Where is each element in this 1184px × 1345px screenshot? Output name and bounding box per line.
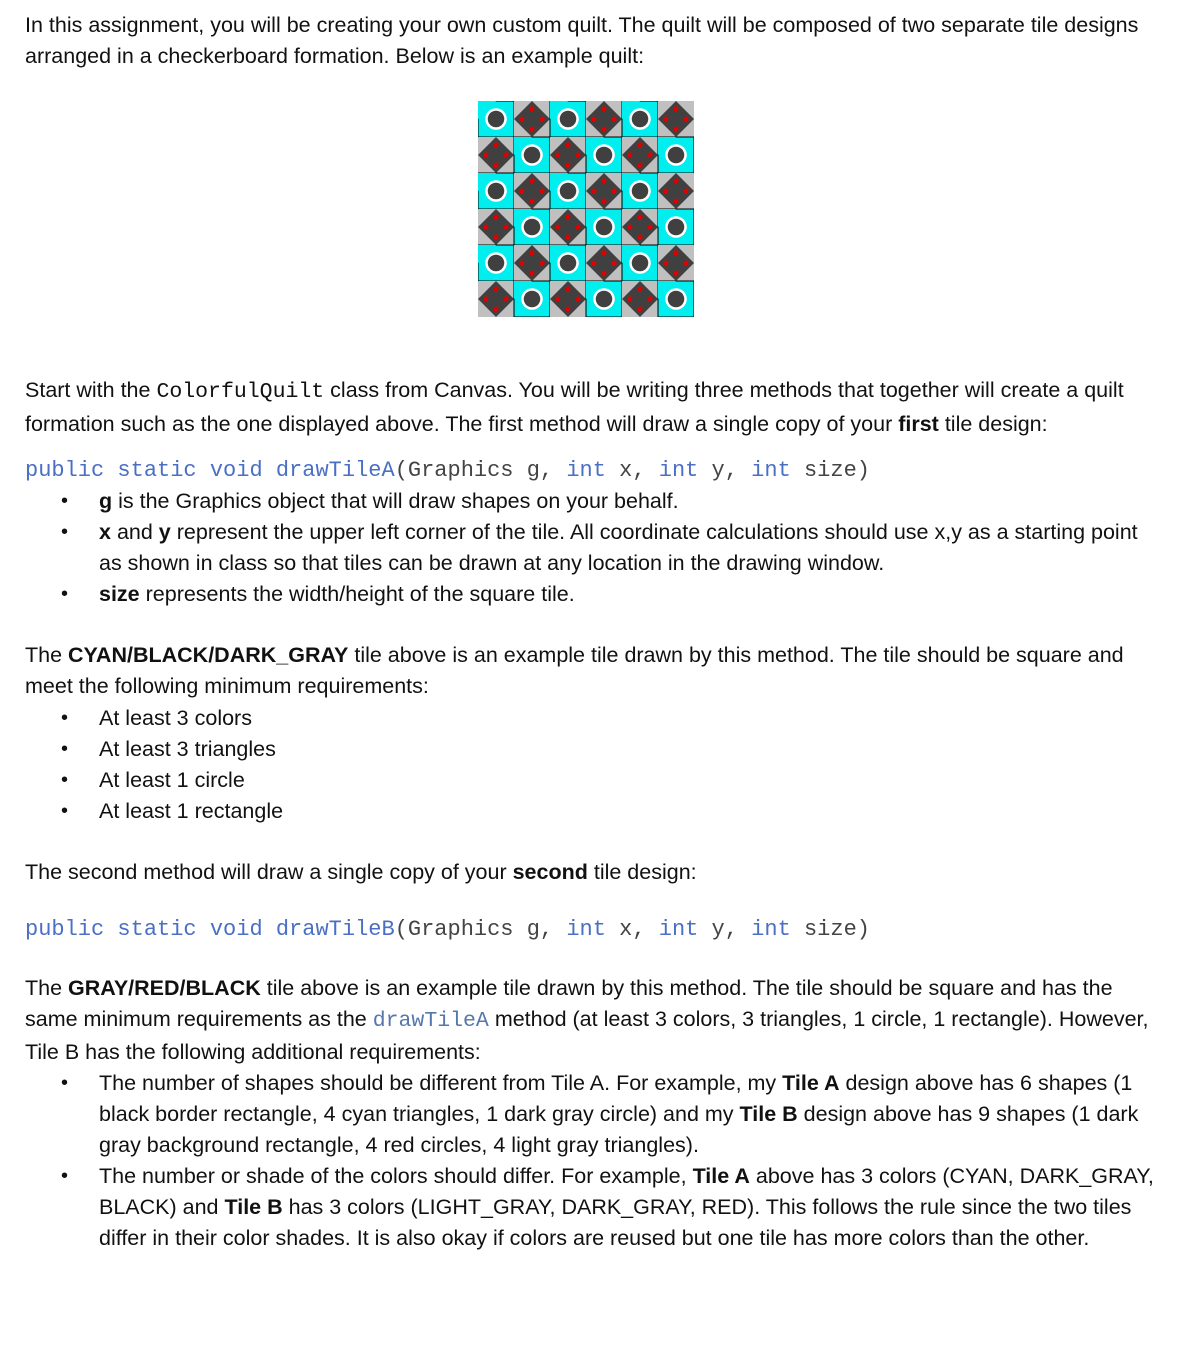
tile-b-red-circle	[576, 224, 581, 229]
tile-b-red-circle	[493, 307, 498, 312]
tile-b-red-circle	[493, 235, 498, 240]
tile-b-red-circle	[673, 199, 678, 204]
start-paragraph: Start with the ColorfulQuilt class from Canvas. You will be writing three methods that together will create a quilt formation such as the one displayed above. The first method will draw a single copy of your first tile design:	[25, 378, 1124, 436]
requirement-item: • At least 3 colors	[99, 703, 1155, 734]
extra-requirement-colors: • The number or shade of the colors should differ. For example, Tile A above has 3 colors (CYAN, DARK_GRAY, BLACK) and Tile B has 3 colors (LIGHT_GRAY, DARK_GRAY, RED). This follows the rule since the two tiles differ in their color shades. It is also okay if colors are reused but one tile has more colors than the other.	[99, 1161, 1155, 1254]
tile-b-red-circle	[663, 116, 668, 121]
extra-requirements-list	[25, 1068, 1155, 1254]
tile-a-circle	[668, 291, 685, 308]
tile-a-circle	[524, 147, 541, 164]
requirements-list	[25, 703, 1155, 827]
tile-b-red-circle	[529, 199, 534, 204]
tile-b-red-circle	[493, 142, 498, 147]
tile-b-red-circle	[601, 178, 606, 183]
tile-b-red-circle	[648, 152, 653, 157]
tile-b-red-circle	[591, 116, 596, 121]
tile-b-red-circle	[493, 214, 498, 219]
tile-b-red-circle	[504, 152, 509, 157]
tile-b-red-circle	[493, 163, 498, 168]
tile-b-red-circle	[648, 296, 653, 301]
tile-b-red-circle	[565, 235, 570, 240]
signature-draw-tile-b: public static void drawTileB(Graphics g, int x, int y, int size)	[25, 917, 870, 942]
tile-b-red-circle	[540, 188, 545, 193]
tile-a-circle	[524, 219, 541, 236]
tile-b-red-circle	[504, 224, 509, 229]
tile-b-red-circle	[555, 296, 560, 301]
tile-b-red-circle	[504, 296, 509, 301]
tile-b-red-circle	[591, 260, 596, 265]
tile-b-red-circle	[483, 152, 488, 157]
tile-a-circle	[488, 183, 505, 200]
tile-b-red-circle	[519, 116, 524, 121]
tile-a-circle	[668, 147, 685, 164]
tile-b-red-circle	[591, 188, 596, 193]
tile-b-red-circle	[673, 106, 678, 111]
tile-b-red-circle	[673, 127, 678, 132]
tile-b-red-circle	[637, 163, 642, 168]
param-size: • size represents the width/height of the square tile.	[99, 579, 1155, 610]
tile-b-red-circle	[529, 178, 534, 183]
tile-a-circle	[488, 111, 505, 128]
tile-b-red-circle	[555, 152, 560, 157]
tile-b-red-circle	[519, 260, 524, 265]
tile-b-red-circle	[565, 286, 570, 291]
tile-b-red-circle	[555, 224, 560, 229]
tile-b-red-circle	[565, 307, 570, 312]
tile-b-red-circle	[576, 296, 581, 301]
tile-b-red-circle	[565, 214, 570, 219]
tile-b-red-circle	[601, 250, 606, 255]
tile-b-red-circle	[684, 188, 689, 193]
tile-a-circle	[632, 111, 649, 128]
tile-b-red-circle	[601, 106, 606, 111]
tile-a-circle	[632, 183, 649, 200]
tile-a-circle	[596, 291, 613, 308]
tile-b-red-circle	[637, 142, 642, 147]
tile-a-circle	[524, 291, 541, 308]
second-method-paragraph: The second method will draw a single copy of your second tile design:	[25, 860, 697, 884]
tile-a-circle	[596, 147, 613, 164]
tile-b-red-circle	[529, 250, 534, 255]
tile-a-circle	[560, 255, 577, 272]
tile-b-red-circle	[601, 127, 606, 132]
tile-b-red-circle	[612, 260, 617, 265]
tile-b-red-circle	[637, 214, 642, 219]
class-name: ColorfulQuilt	[156, 380, 325, 404]
tile-b-red-circle	[540, 116, 545, 121]
inline-code-draw-tile-a: drawTileA	[372, 1009, 489, 1033]
requirement-item: • At least 3 triangles	[99, 734, 1155, 765]
example-quilt	[478, 101, 694, 317]
tile-b-red-circle	[483, 224, 488, 229]
intro-paragraph: In this assignment, you will be creating your own custom quilt. The quilt will be composed of two separate tile designs arranged in a checkerboard formation. Below is an example quilt:	[25, 13, 1139, 68]
tile-b-red-circle	[684, 116, 689, 121]
param-g: • g is the Graphics object that will draw shapes on your behalf.	[99, 486, 1155, 517]
tile-b-red-circle	[637, 235, 642, 240]
requirement-item: • At least 1 rectangle	[99, 796, 1155, 827]
tile-b-red-circle	[627, 296, 632, 301]
tile-b-red-circle	[540, 260, 545, 265]
signature-draw-tile-a: public static void drawTileA(Graphics g, int x, int y, int size)	[25, 458, 870, 483]
tile-b-red-circle	[483, 296, 488, 301]
tile-b-red-circle	[627, 224, 632, 229]
tile-b-description: The GRAY/RED/BLACK tile above is an example tile drawn by this method. The tile should be square and has the same minimum requirements as the drawTileA method (at least 3 colors, 3 triangles, 1 circle, 1 rectangle). However, Tile B has the following additional requirements:	[25, 976, 1149, 1064]
tile-b-red-circle	[601, 271, 606, 276]
tile-a-circle	[632, 255, 649, 272]
tile-b-red-circle	[637, 286, 642, 291]
tile-b-red-circle	[612, 116, 617, 121]
tile-b-red-circle	[565, 163, 570, 168]
tile-b-red-circle	[565, 142, 570, 147]
tile-b-red-circle	[601, 199, 606, 204]
tile-a-circle	[560, 111, 577, 128]
tile-a-circle	[488, 255, 505, 272]
tile-b-red-circle	[493, 286, 498, 291]
example-quilt-image	[478, 101, 694, 317]
tile-a-circle	[668, 219, 685, 236]
tile-b-red-circle	[529, 271, 534, 276]
tile-b-red-circle	[519, 188, 524, 193]
tile-a-description: The CYAN/BLACK/DARK_GRAY tile above is an example tile drawn by this method. The tile should be square and meet the following minimum requirements:	[25, 643, 1124, 698]
tile-b-red-circle	[529, 127, 534, 132]
tile-b-red-circle	[612, 188, 617, 193]
tile-b-red-circle	[684, 260, 689, 265]
tile-b-red-circle	[673, 271, 678, 276]
tile-b-red-circle	[673, 178, 678, 183]
tile-b-red-circle	[637, 307, 642, 312]
tile-b-red-circle	[529, 106, 534, 111]
tile-b-red-circle	[663, 188, 668, 193]
tile-b-red-circle	[576, 152, 581, 157]
parameter-list	[25, 486, 1155, 610]
tile-b-red-circle	[663, 260, 668, 265]
extra-requirement-shapes: • The number of shapes should be different from Tile A. For example, my Tile A design above has 6 shapes (1 black border rectangle, 4 cyan triangles, 1 dark gray circle) and my Tile B design above has 9 shapes (1 dark gray background rectangle, 4 red circles, 4 light gray triangles).	[99, 1068, 1155, 1161]
tile-b-red-circle	[673, 250, 678, 255]
tile-a-circle	[560, 183, 577, 200]
param-xy: • x and y represent the upper left corner of the tile. All coordinate calculations should use x,y as a starting point as shown in class so that tiles can be drawn at any location in the drawing window.	[99, 517, 1155, 579]
tile-b-red-circle	[627, 152, 632, 157]
tile-b-red-circle	[648, 224, 653, 229]
requirement-item: • At least 1 circle	[99, 765, 1155, 796]
tile-a-circle	[596, 219, 613, 236]
